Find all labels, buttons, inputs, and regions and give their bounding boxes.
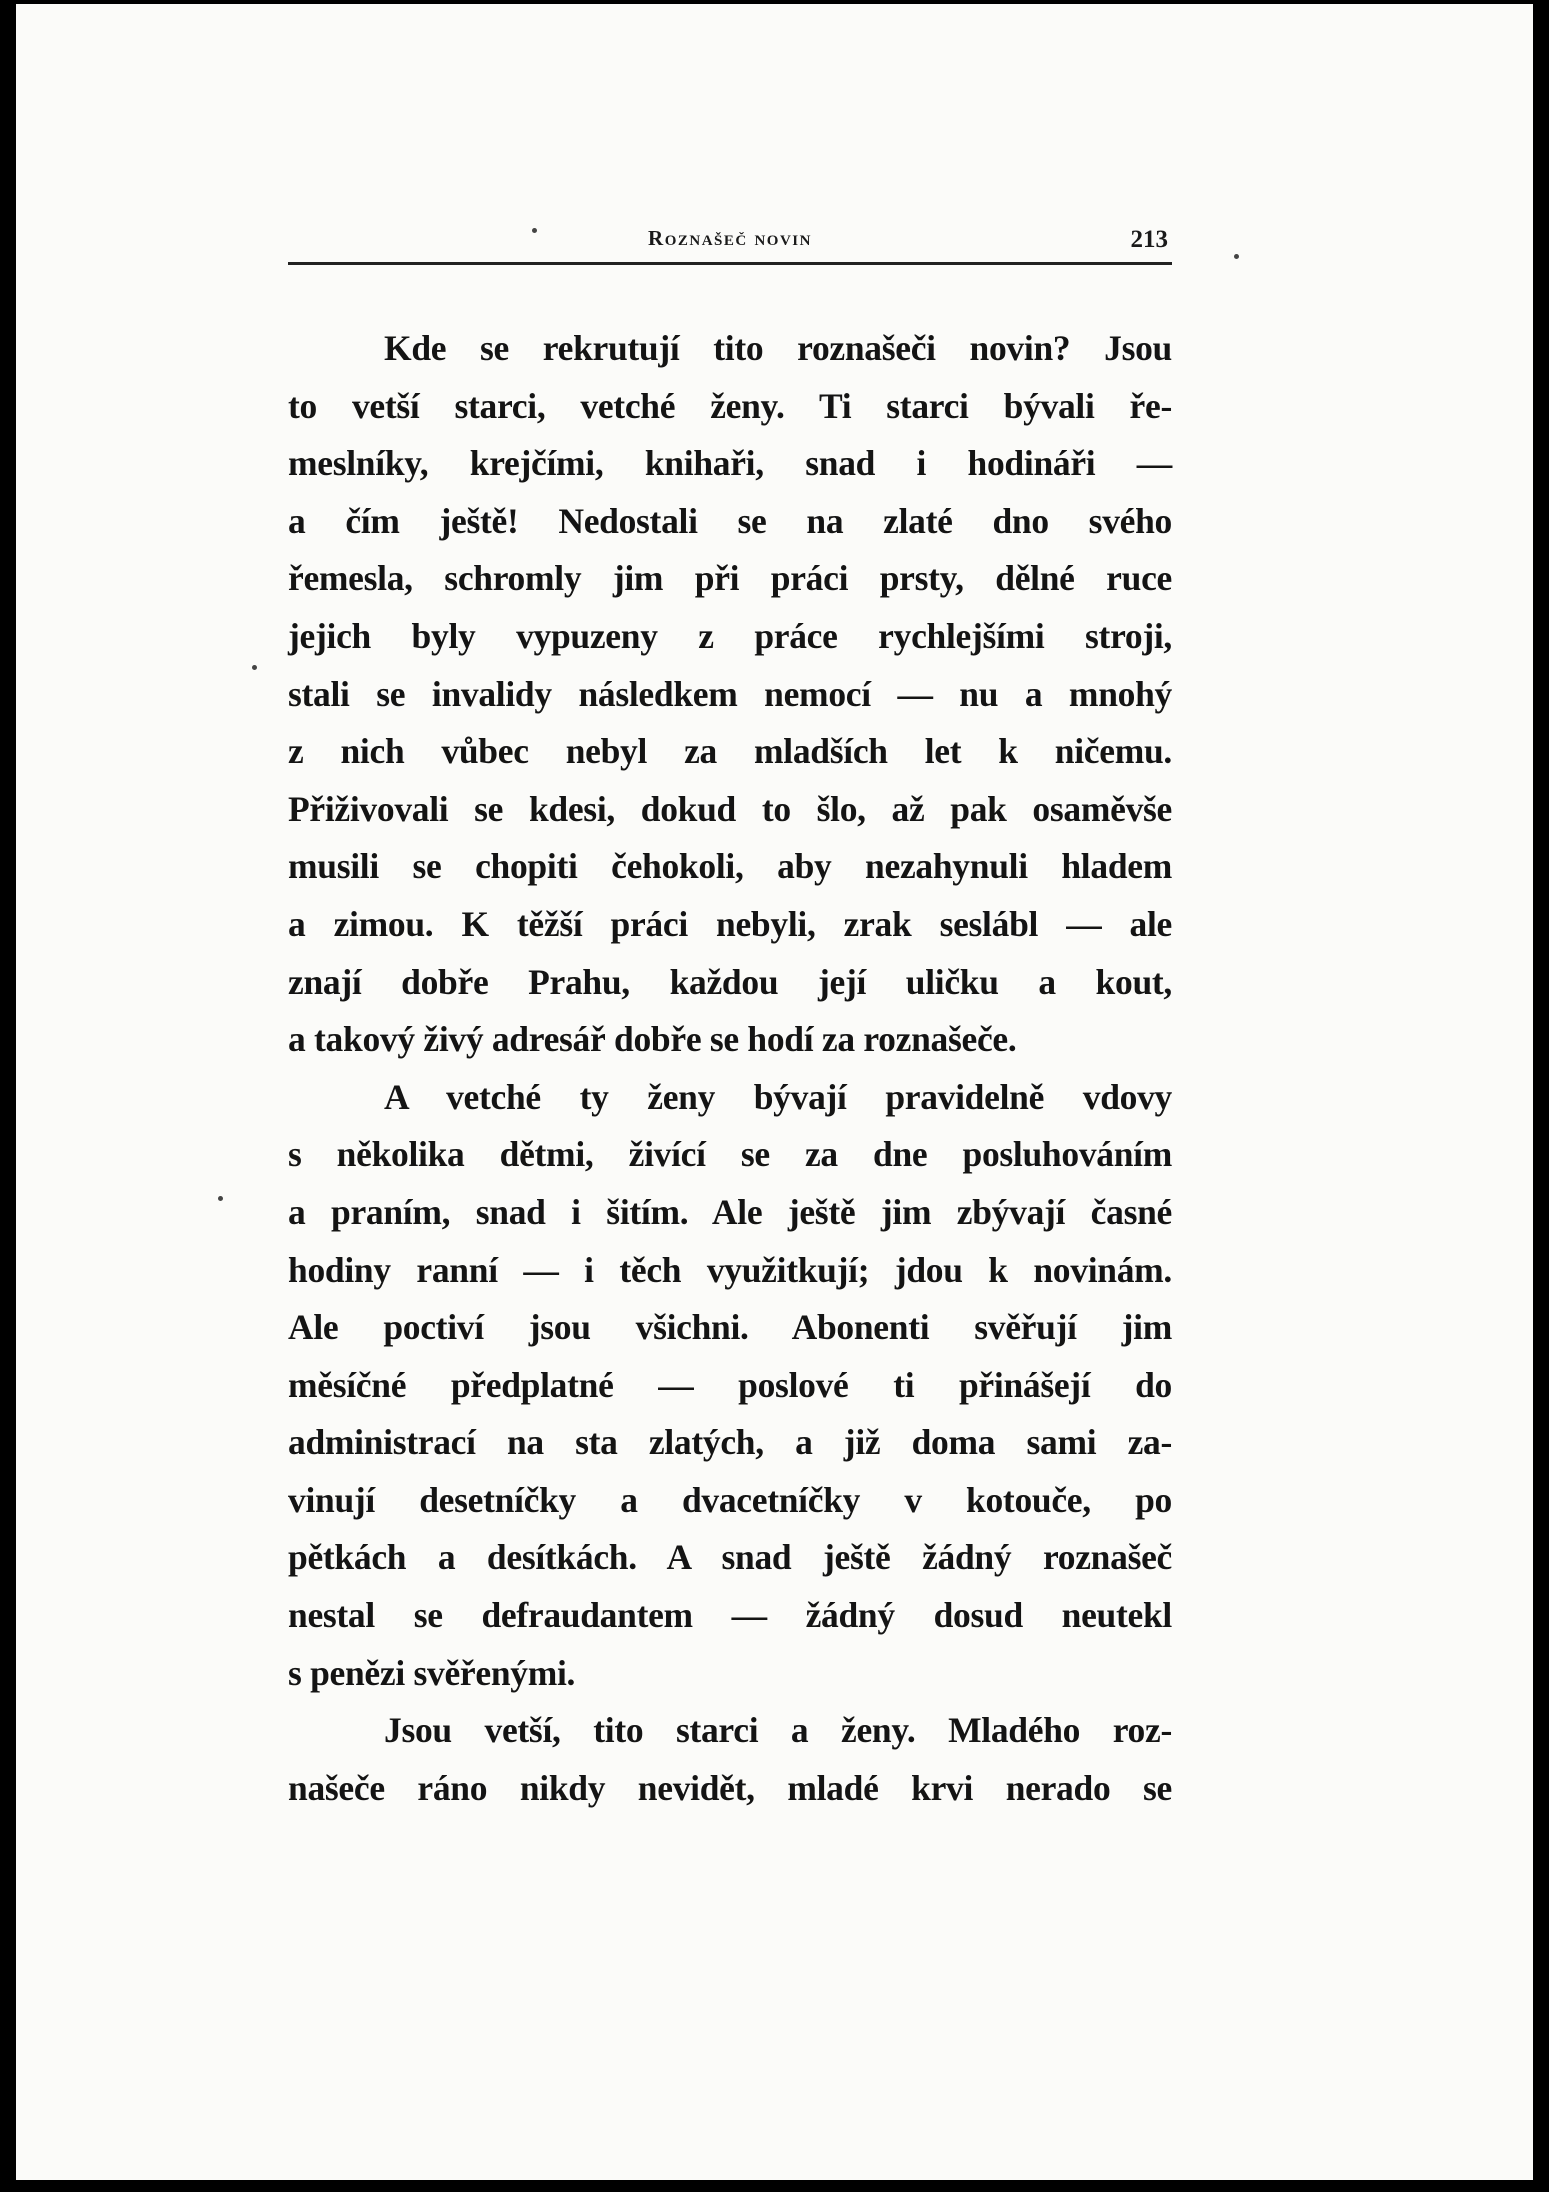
text-line: A vetché ty ženy bývají pravidelně vdovy <box>384 1076 1172 1117</box>
paragraph-2 <box>288 1069 1172 1703</box>
scan-border-right <box>1533 0 1549 2192</box>
scan-speck <box>218 1196 223 1201</box>
text-line: Ale poctiví jsou všichni. Abonenti svěřují jim <box>288 1307 1172 1348</box>
text-line: Přiživovali se kdesi, dokud to šlo, až pak osaměvše <box>288 788 1172 829</box>
scan-speck <box>252 665 257 670</box>
text-line: a zimou. K těžší práci nebyli, zrak seslábl — ale <box>288 903 1172 944</box>
text-line: a takový živý adresář dobře se hodí za roznašeče. <box>288 1019 1017 1060</box>
text-line: stali se invalidy následkem nemocí — nu a mnohý <box>288 673 1172 714</box>
text-line: to vetší starci, vetché ženy. Ti starci bývali ře- <box>288 385 1172 426</box>
text-line: z nich vůbec nebyl za mladších let k ničemu. <box>288 731 1172 772</box>
text-line: administrací na sta zlatých, a již doma sami za- <box>288 1422 1172 1463</box>
text-line: a praním, snad i šitím. Ale ještě jim zbývají časné <box>288 1191 1172 1232</box>
text-line: hodiny ranní — i těch využitkují; jdou k novinám. <box>288 1249 1172 1290</box>
body-text <box>288 320 1172 1817</box>
text-line: s několika dětmi, živící se za dne posluhováním <box>288 1134 1172 1175</box>
header-rule <box>288 262 1172 265</box>
text-line: nestal se defraudantem — žádný dosud neutekl <box>288 1595 1172 1636</box>
text-line: znají dobře Prahu, každou její uličku a kout, <box>288 961 1172 1002</box>
text-line: vinují desetníčky a dvacetníčky v kotouče, po <box>288 1479 1172 1520</box>
text-line: s penězi svěřenými. <box>288 1652 576 1693</box>
text-line: Kde se rekrutují tito roznašeči novin? Jsou <box>384 328 1172 368</box>
scan-speck <box>1234 254 1239 259</box>
text-line: našeče ráno nikdy nevidět, mladé krvi nerado se <box>288 1767 1172 1808</box>
scan-border-left <box>0 0 16 2192</box>
text-line: měsíčné předplatné — poslové ti přinášejí do <box>288 1364 1172 1405</box>
page-number: 213 <box>1130 226 1168 253</box>
paragraph-3 <box>288 1702 1172 1817</box>
text-line: Jsou vetší, tito starci a ženy. Mladého roz- <box>384 1710 1172 1751</box>
text-line: a čím ještě! Nedostali se na zlaté dno svého <box>288 500 1172 541</box>
text-line: meslníky, krejčími, knihaři, snad i hodináři — <box>288 443 1172 484</box>
text-line: řemesla, schromly jim při práci prsty, dělné ruce <box>288 558 1172 599</box>
scan-border-bottom <box>0 2180 1549 2192</box>
text-line: musili se chopiti čehokoli, aby nezahynuli hladem <box>288 846 1172 887</box>
text-line: pětkách a desítkách. A snad ještě žádný roznašeč <box>288 1537 1172 1578</box>
running-header <box>288 226 1172 266</box>
text-line: jejich byly vypuzeny z práce rychlejšími stroji, <box>288 615 1172 656</box>
running-title: Roznašeč novin <box>648 226 812 250</box>
paragraph-1 <box>288 320 1172 1069</box>
